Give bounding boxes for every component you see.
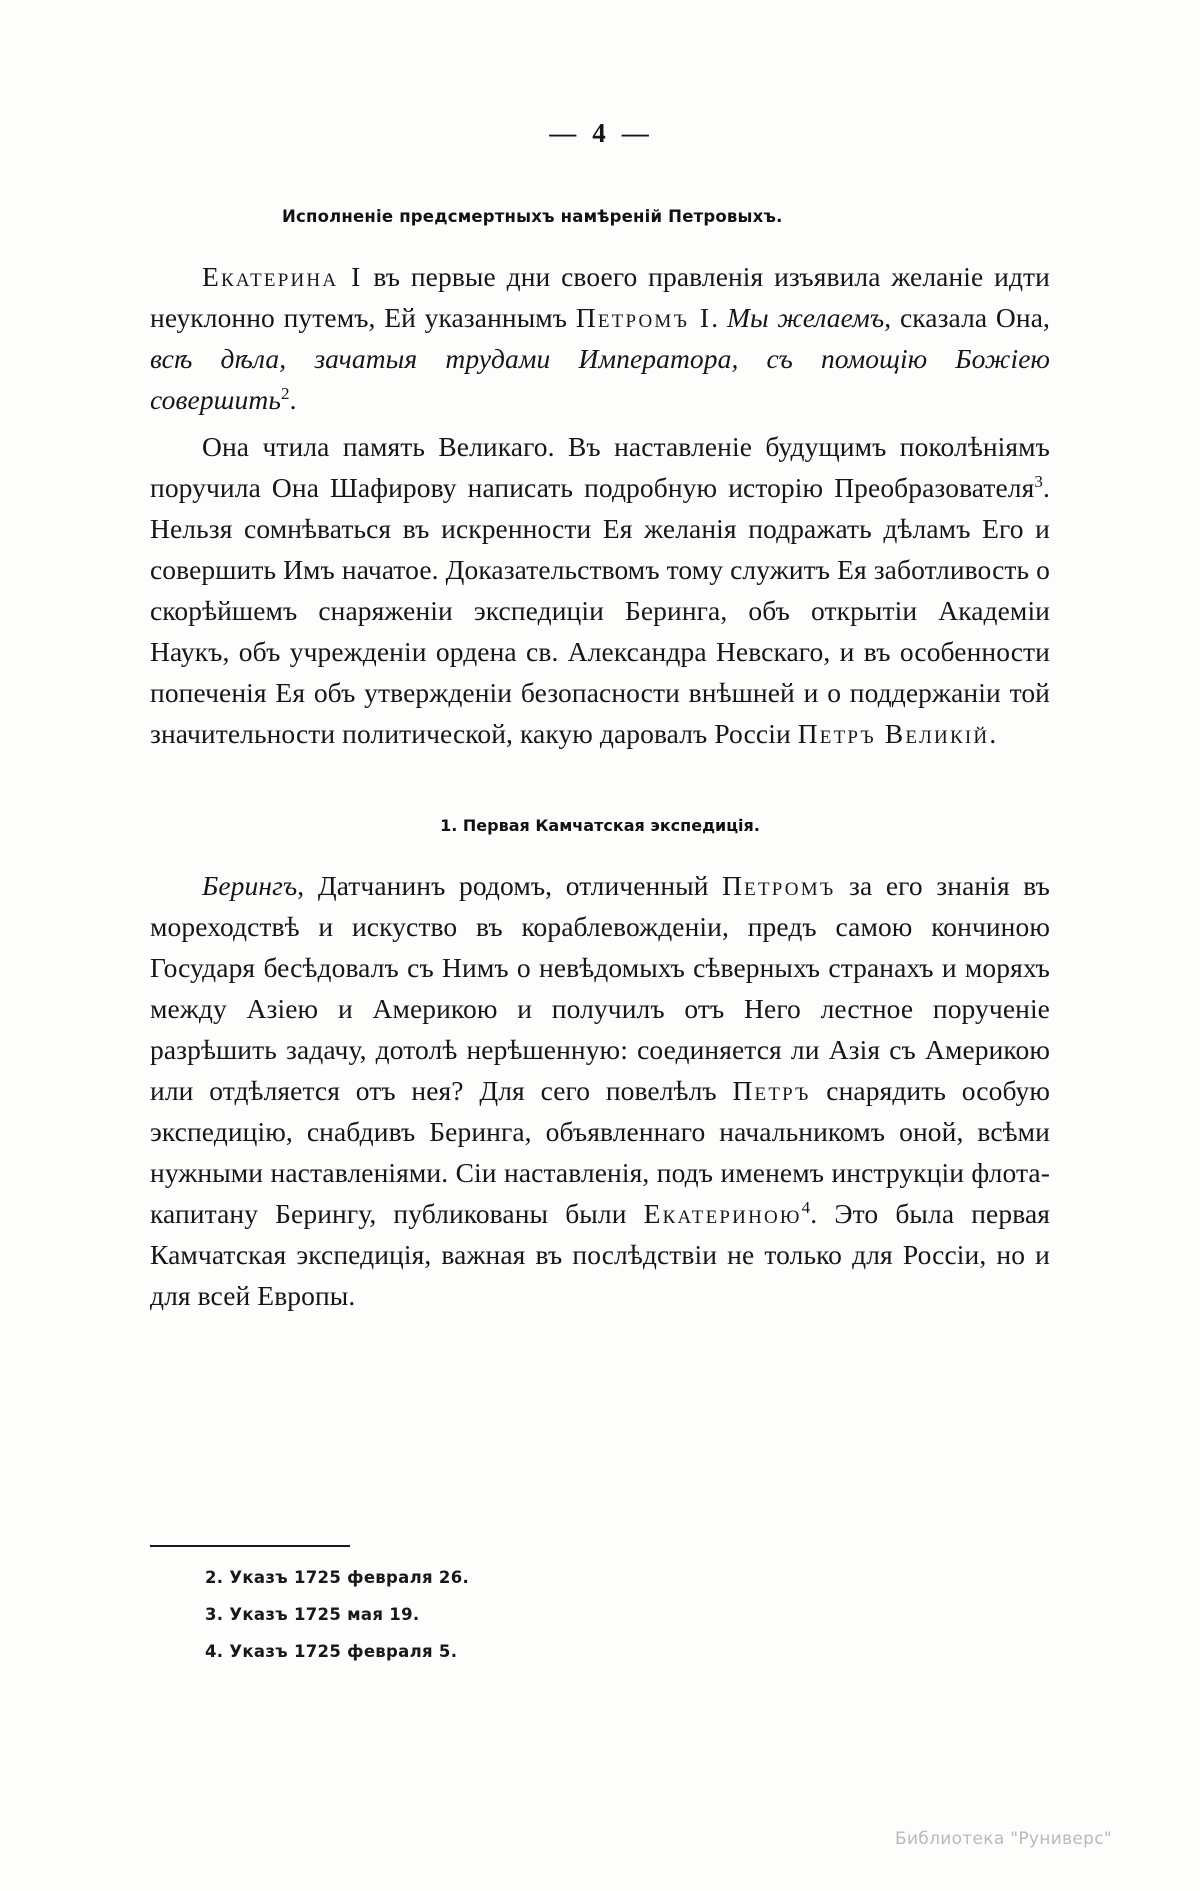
paragraph-3 <box>150 865 1050 1316</box>
footnote-separator-rule <box>150 1545 350 1547</box>
paragraph-1-text-i: . <box>289 384 297 415</box>
footnote-item: 4. Указъ 1725 февраля 5. <box>205 1642 458 1661</box>
name-peter: Петромъ <box>722 870 836 901</box>
footnote-ref-3[interactable]: 3 <box>1034 471 1044 491</box>
paragraph-3-text-f: снарядить особую экспедицію, снабдивъ Беринга, объявленнаго начальникомъ оной, всѣми нужными наставленіями. Сіи наставленія, подъ именемъ инструкціи флота-капитану Берингу, публикованы были <box>150 1075 1051 1229</box>
paragraph-1-text-f: , сказала Она, <box>884 302 1050 333</box>
paragraph-2 <box>150 426 1050 754</box>
paragraph-3-text-d: за его знанія въ мореходствѣ и искуство въ кораблевожденіи, предъ самою кончиною Государя бесѣдовалъ съ Нимъ о невѣдомыхъ сѣверныхъ странахъ и моряхъ между Азіею и Америкою и получилъ отъ Него лестное порученіе разрѣшить задачу, дотолѣ нерѣшенную: соединяется ли Азія съ Америкою или отдѣляется отъ нея? Для сего повелѣлъ <box>150 870 1050 1106</box>
footnotes-block <box>150 1568 1050 1679</box>
library-watermark: Библиотека "Руниверс" <box>895 1829 1112 1849</box>
page-number-dash-left: — <box>549 118 579 148</box>
name-peter-2: Петръ <box>732 1075 811 1106</box>
paragraph-1-text-b: въ первые дни своего правленія изъявила желаніе идти неуклонно путемъ, Ей указаннымъ <box>150 261 1050 333</box>
paragraph-3-text-b: , Датчанинъ родомъ, отличенный <box>297 870 723 901</box>
page-content <box>150 0 1050 1316</box>
quote-body: всѣ дѣла, зачатыя трудами Императора, съ помощію Божіею совершить <box>150 343 1050 415</box>
name-peter-i: Петромъ I <box>575 302 712 333</box>
footnote-ref-2[interactable]: 2 <box>280 383 290 403</box>
section-heading: Исполненіе предсмертныхъ намѣреній Петровыхъ. <box>282 207 783 226</box>
name-catherine-i: Екатерина I <box>202 261 363 292</box>
subsection-heading: 1. Первая Камчатская экспедиція. <box>440 816 760 835</box>
footnote-ref-4[interactable]: 4 <box>801 1197 811 1217</box>
name-catherine: Екатериною <box>643 1198 802 1229</box>
footnote-item: 3. Указъ 1725 мая 19. <box>205 1605 420 1624</box>
paragraph-2-text-e: . <box>989 718 997 749</box>
footnote-item: 2. Указъ 1725 февраля 26. <box>205 1568 470 1587</box>
page-number <box>150 118 1050 149</box>
paragraph-1-text-d: . <box>711 302 727 333</box>
paragraph-1 <box>150 256 1050 420</box>
paragraph-3-text-i: . Это была первая Камчатская экспедиція, важная въ послѣдствіи не только для Россіи, но и для всей Европы. <box>150 1198 1050 1311</box>
name-bering: Берингъ <box>202 870 298 901</box>
paragraph-2-text-a: Она чтила память Великаго. Въ наставленіе будущимъ поколѣніямъ поручила Она Шафирову написать подробную исторію Преобразователя <box>150 431 1050 503</box>
page-number-dash-right: — <box>621 118 651 148</box>
quote-my-zhelaem: Мы желаемъ <box>726 302 885 333</box>
page-number-value: 4 <box>592 118 608 148</box>
paragraph-2-text-c: . Нельзя сомнѣваться въ искренности Ея желанія подражать дѣламъ Его и совершить Имъ начатое. Доказательствомъ тому служитъ Ея заботливость о скорѣйшемъ снаряженіи экспедиціи Беринга, объ открытіи Академіи Наукъ, объ учрежденіи ордена св. Александра Невскаго, и въ особенности попеченія Ея объ утвержденіи безопасности внѣшней и о поддержаніи той значительности политической, какую даровалъ Россіи <box>150 472 1050 749</box>
name-peter-the-great: Петръ Великій <box>797 718 990 749</box>
